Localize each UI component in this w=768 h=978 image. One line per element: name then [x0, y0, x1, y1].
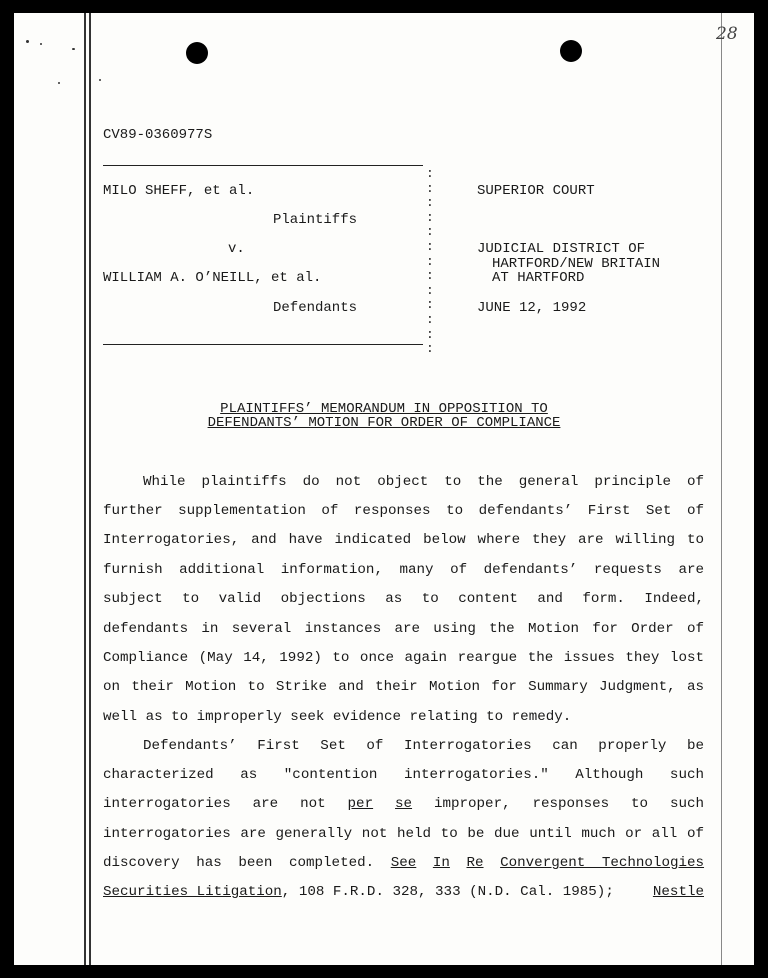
binder-hole-right — [560, 40, 582, 62]
body-line — [103, 884, 704, 900]
case-name: Convergent Technologies — [500, 855, 705, 871]
scan-speck — [26, 40, 29, 43]
case-name: Securities Litigation — [103, 884, 282, 900]
body-line: Defendants’ First Set of Interrogatories can properly be — [143, 738, 704, 754]
body-line: further supplementation of responses to defendants’ First Set of — [103, 503, 704, 519]
body-line: characterized as "contention interrogatories." Although such — [103, 767, 704, 783]
text-run: discovery has been completed. — [103, 855, 375, 871]
body-line: defendants in several instances are using the Motion for Order of — [103, 621, 704, 637]
body-line: well as to improperly seek evidence relating to remedy. — [103, 709, 572, 725]
citation: , 108 F.R.D. 328, 333 (N.D. Cal. 1985); — [281, 884, 614, 900]
left-margin-line-inner — [89, 13, 91, 965]
body-line: furnish additional information, many of defendants’ requests are — [103, 562, 704, 578]
binder-hole-left — [186, 42, 208, 64]
body-line: on their Motion to Strike and their Motion for Summary Judgment, as — [103, 679, 704, 695]
body-line: subject to valid objections as to content and form. Indeed, — [103, 591, 704, 607]
court-name: SUPERIOR COURT — [477, 183, 595, 199]
document-page — [14, 13, 754, 965]
body-line: While plaintiffs do not object to the general principle of — [143, 474, 704, 490]
body-line — [103, 855, 704, 871]
scan-speck — [99, 79, 101, 81]
per-se-underlined: per — [347, 796, 374, 812]
district-line-1: JUDICIAL DISTRICT OF — [477, 241, 646, 257]
scan-speck — [58, 82, 60, 84]
right-edge-line — [721, 13, 722, 965]
scan-speck — [40, 43, 42, 45]
body-line: interrogatories are generally not held to be due until much or all of — [103, 826, 704, 842]
filing-date: JUNE 12, 1992 — [477, 300, 587, 316]
plaintiff-name: MILO SHEFF, et al. — [103, 183, 255, 199]
plaintiff-role: Plaintiffs — [273, 212, 358, 228]
case-name: Nestle — [652, 884, 704, 900]
body-line: Interrogatories, and have indicated below where they are willing to — [103, 532, 704, 548]
citation-signal: See — [390, 855, 417, 871]
defendant-name: WILLIAM A. O’NEILL, et al. — [103, 270, 322, 286]
body-line: Compliance (May 14, 1992) to once again reargue the issues they lost — [103, 650, 704, 666]
text-run: interrogatories are not — [103, 796, 326, 812]
caption-bottom-rule — [103, 344, 423, 345]
versus: v. — [228, 241, 245, 257]
docket-number: CV89-0360977S — [103, 127, 213, 143]
district-line-2: HARTFORD/NEW BRITAIN — [492, 256, 661, 272]
case-name-part: In — [432, 855, 450, 871]
memo-title-line-1: PLAINTIFFS’ MEMORANDUM IN OPPOSITION TO — [220, 401, 548, 417]
defendant-role: Defendants — [273, 300, 358, 316]
body-line — [103, 796, 704, 812]
text-run: improper, responses to such — [433, 796, 705, 812]
caption-top-rule — [103, 165, 423, 166]
case-name-part: Re — [466, 855, 484, 871]
memo-title-line-2: DEFENDANTS’ MOTION FOR ORDER OF COMPLIANCE — [207, 415, 561, 431]
handwritten-page-number: 28 — [716, 24, 738, 44]
left-margin-line — [84, 13, 86, 965]
district-line-3: AT HARTFORD — [492, 270, 585, 286]
caption-colon-column: : : : : : : : : : : : : : — [426, 166, 434, 357]
scan-speck — [72, 48, 75, 50]
per-se-underlined: se — [395, 796, 413, 812]
